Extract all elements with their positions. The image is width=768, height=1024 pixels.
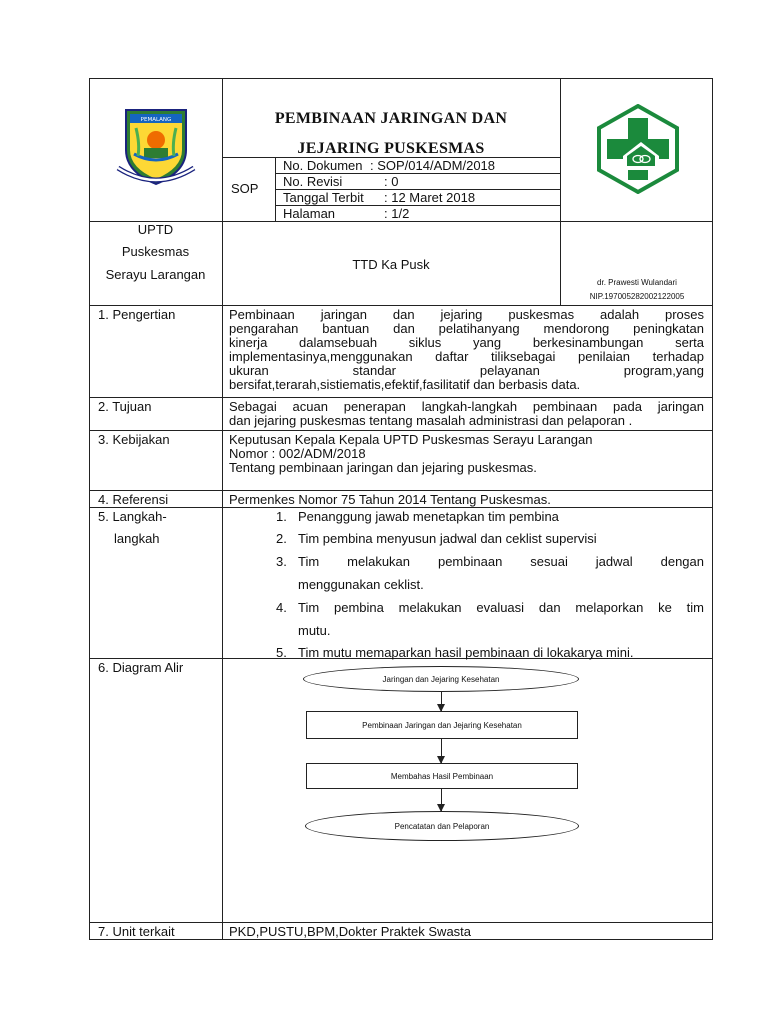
column-divider-right — [560, 78, 561, 306]
pengertian-line-5: ukuran standar pelayanan program,yang — [229, 363, 704, 378]
flow-node-process-1-text: Pembinaan Jaringan dan Jejaring Kesehatan — [362, 720, 522, 730]
signature-label: TTD Ka Pusk — [352, 257, 430, 272]
row-divider-3 — [89, 490, 713, 491]
langkah-label-1: 5. Langkah- — [98, 509, 167, 524]
pengertian-line-6: bersifat,terarah,sistiematis,efektif,fasilitatif dan berbasis data. — [229, 377, 581, 392]
step-5-number: 5. — [276, 645, 287, 660]
tujuan-line-1: Sebagai acuan penerapan langkah-langkah pembinaan pada jaringan — [229, 399, 704, 414]
flow-node-start-text: Jaringan dan Jejaring Kesehatan — [382, 674, 500, 684]
flow-node-process-2-text: Membahas Hasil Pembinaan — [390, 771, 494, 781]
row-divider-6 — [89, 922, 713, 923]
header-divider — [89, 221, 713, 222]
step-1-number: 1. — [276, 509, 287, 524]
step-4-text-1: Tim pembina melakukan evaluasi dan melaporkan ke tim — [298, 600, 704, 615]
doc-field-value-2: : 0 — [384, 174, 399, 189]
doc-field-label-2: No. Revisi — [283, 174, 343, 189]
doc-field-label-3: Tanggal Terbit — [283, 190, 364, 205]
diagram-label: 6. Diagram Alir — [98, 660, 184, 675]
org-line-1: UPTD — [137, 222, 174, 237]
flow-node-end-text: Pencatatan dan Pelaporan — [394, 821, 490, 831]
pengertian-line-4: implementasinya,menggunakan daftar tiliksebagai penilaian terhadap — [229, 349, 704, 364]
pengertian-label: 1. Pengertian — [98, 307, 176, 322]
step-3-text-1: Tim melakukan pembinaan sesuai jadwal dengan — [298, 554, 704, 569]
row-divider-4 — [89, 507, 713, 508]
head-name: dr. Prawesti Wulandari — [597, 278, 677, 287]
step-5-text: Tim mutu memaparkan hasil pembinaan di lokakarya mini. — [298, 645, 634, 660]
doc-field-value-3: : 12 Maret 2018 — [384, 190, 476, 205]
kebijakan-label: 3. Kebijakan — [98, 432, 170, 447]
sop-label: SOP — [231, 181, 259, 196]
puskesmas-green-cross-icon — [593, 104, 683, 194]
title-line-2: JEJARING PUSKESMAS — [297, 140, 485, 157]
kebijakan-line-1: Keputusan Kepala Kepala UPTD Puskesmas Serayu Larangan — [229, 432, 593, 447]
kebijakan-line-3: Tentang pembinaan jaringan dan jejaring puskesmas. — [229, 460, 537, 475]
row-divider-2 — [89, 430, 713, 431]
tujuan-line-2: dan jejaring puskesmas tentang masalah administrasi dan pelaporan . — [229, 413, 633, 428]
flow-node-process-2 — [306, 763, 578, 789]
step-3-text-2: menggunakan ceklist. — [298, 577, 424, 592]
table-border-bottom — [89, 939, 713, 940]
flow-arrow-2 — [441, 739, 442, 763]
title-line-1: PEMBINAAN JARINGAN DAN — [274, 110, 508, 127]
table-border-right — [712, 78, 713, 940]
unit-label: 7. Unit terkait — [98, 924, 175, 939]
org-divider — [89, 305, 713, 306]
column-divider-left — [222, 78, 223, 940]
step-1-text: Penanggung jawab menetapkan tim pembina — [298, 509, 559, 524]
step-2-text: Tim pembina menyusun jadwal dan ceklist supervisi — [298, 531, 597, 546]
tujuan-label: 2. Tujuan — [98, 399, 152, 414]
kebijakan-line-2: Nomor : 002/ADM/2018 — [229, 446, 366, 461]
langkah-label-2: langkah — [114, 531, 160, 546]
pengertian-line-2: pengarahan bantuan dan pelatihanyang mendorong peningkatan — [229, 321, 704, 336]
table-border-top — [89, 78, 713, 79]
step-4-number: 4. — [276, 600, 287, 615]
crest-banner-text: PEMALANG — [140, 117, 172, 123]
step-4-text-2: mutu. — [298, 623, 331, 638]
unit-text: PKD,PUSTU,BPM,Dokter Praktek Swasta — [229, 924, 472, 939]
pengertian-line-1: Pembinaan jaringan dan jejaring puskesmas adalah proses — [229, 307, 704, 322]
flow-node-process-1 — [306, 711, 578, 739]
head-nip: NIP.197005282002122005 — [589, 292, 685, 301]
pemalang-regency-crest-icon — [114, 106, 198, 188]
flow-arrow-1 — [441, 692, 442, 711]
step-2-number: 2. — [276, 531, 287, 546]
org-line-2: Puskesmas — [121, 244, 190, 259]
referensi-label: 4. Referensi — [98, 492, 169, 507]
doc-field-label-4: Halaman — [283, 206, 336, 221]
doc-field-value-1: : SOP/014/ADM/2018 — [370, 158, 496, 173]
doc-field-label-1: No. Dokumen — [283, 158, 363, 173]
step-3-number: 3. — [276, 554, 287, 569]
flow-node-end — [305, 811, 579, 841]
row-divider-1 — [89, 397, 713, 398]
org-line-3: Serayu Larangan — [105, 267, 206, 282]
flow-node-start — [303, 666, 579, 692]
pengertian-line-3: kinerja dalamsebuah siklus yang berkesinambungan serta — [229, 335, 704, 350]
doc-field-value-4: : 1/2 — [384, 206, 410, 221]
flow-arrow-3 — [441, 789, 442, 811]
referensi-text: Permenkes Nomor 75 Tahun 2014 Tentang Puskesmas. — [229, 492, 551, 507]
table-border-left — [89, 78, 90, 940]
